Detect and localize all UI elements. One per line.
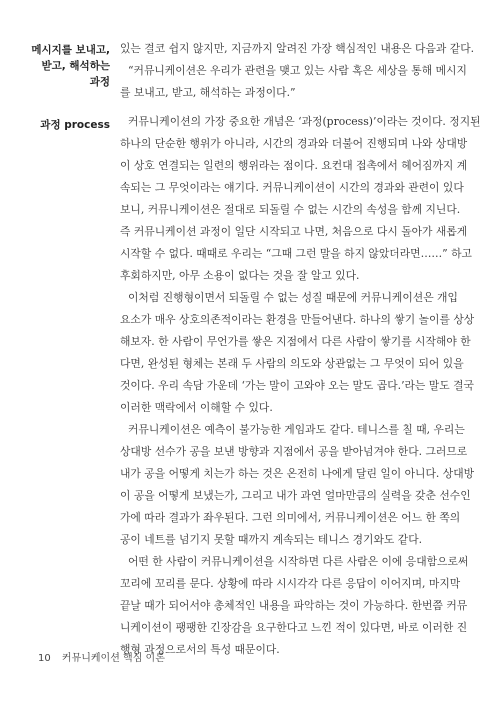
heading-line: 메시지를 보내고, [31,44,110,56]
text-line: 가에 따라 결과가 좌우된다. 그런 의미에서, 커뮤니케이션은 어느 한 쪽의 [120,511,461,524]
text-line: 해보자. 한 사람이 무언가를 쌓은 지점에서 다른 사람이 쌓기를 시작해야 한 [120,335,471,348]
text-line: 요소가 매우 상호의존적이라는 환경을 만들어낸다. 하나의 쌓기 놀이를 상상 [120,313,475,326]
text-line: 어떤 한 사람이 커뮤니케이션을 시작하면 다른 사람은 이에 응대함으로써 [128,555,469,568]
section-heading-process [10,117,110,133]
text-line: 커뮤니케이션의 가장 중요한 개념은 ‘과정(process)’이라는 것이다. 정지된 [128,115,481,128]
text-line: 이러한 맥락에서 이해할 수 있다. [120,401,273,414]
page-footer [38,649,165,664]
page-number: 10 [38,653,51,664]
text-line: 니케이션이 팽팽한 긴장감을 요구한다고 느낀 적이 있다면, 바로 이러한 진 [120,621,468,634]
section-heading-message [10,42,110,90]
text-line: 있는 결코 쉽지 않지만, 지금까지 알려진 가장 핵심적인 내용은 다음과 같다. [120,42,475,55]
running-title: 커뮤니케이션 핵심 이론 [61,653,165,664]
text-line: 커뮤니케이션은 예측이 불가능한 게임과도 같다. 테니스를 칠 때, 우리는 [128,423,465,436]
text-line: 보니, 커뮤니케이션은 절대로 되돌릴 수 없는 시간의 속성을 함께 지닌다. [120,203,461,216]
heading-line: 과정 process [40,119,110,131]
text-line: 즉 커뮤니케이션 과정이 일단 시작되고 나면, 처음으로 다시 돌아가 새롭게 [120,225,468,238]
text-line: 것이다. 우리 속담 가운데 ‘가는 말이 고와야 오는 말도 곱다.’라는 말도 결국 [120,379,474,392]
text-line: 이 상호 연결되는 일련의 행위라는 점이다. 요컨대 접촉에서 헤어짐까지 계 [120,159,468,172]
text-line: 이처럼 진행형이면서 되돌릴 수 없는 성질 때문에 커뮤니케이션은 개입 [128,291,458,304]
text-line: 시작할 수 없다. 때때로 우리는 “그때 그런 말을 하지 않았더라면……” 하고 [120,247,472,260]
text-line: 공이 네트를 넘기지 못할 때까지 계속되는 테니스 경기와도 같다. [120,533,423,546]
text-line: 내가 공을 어떻게 치는가 하는 것은 온전히 나에게 달린 일이 아니다. 상대방 [120,467,475,480]
text-line: 끝날 때가 되어서야 총체적인 내용을 파악하는 것이 가능하다. 한번쯤 커뮤 [120,599,468,612]
text-line: 행형 과정으로서의 특성 때문이다. [120,643,280,656]
heading-line: 과정 [89,76,110,88]
text-line: 다면, 완성된 형체는 본래 두 사람의 의도와 상관없는 그 무엇이 되어 있을 [120,357,464,370]
text-line: “커뮤니케이션은 우리가 관련을 맺고 있는 사람 혹은 세상을 통해 메시지 [128,64,467,77]
text-line: 이 공을 어떻게 보냈는가, 그리고 내가 과연 얼마만큼의 실력을 갖춘 선수인 [120,489,471,502]
paragraph-definition [120,38,475,104]
text-line: 를 보내고, 받고, 해석하는 과정이다.” [120,86,296,99]
heading-line: 받고, 해석하는 [41,60,110,72]
text-line: 꼬리에 꼬리를 문다. 상황에 따라 시시각각 다른 응답이 이어지며, 마지막 [120,577,461,590]
paragraph-process [120,111,481,661]
text-line: 후회하지만, 아무 소용이 없다는 것을 잘 알고 있다. [120,269,360,282]
text-line: 상대방 선수가 공을 보낸 방향과 지점에서 공을 받아넘겨야 한다. 그러므로 [120,445,468,458]
text-line: 하나의 단순한 행위가 아니라, 시간의 경과와 더불어 진행되며 나와 상대방 [120,137,468,150]
text-line: 속되는 그 무엇이라는 얘기다. 커뮤니케이션이 시간의 경과와 관련이 있다 [120,181,464,194]
